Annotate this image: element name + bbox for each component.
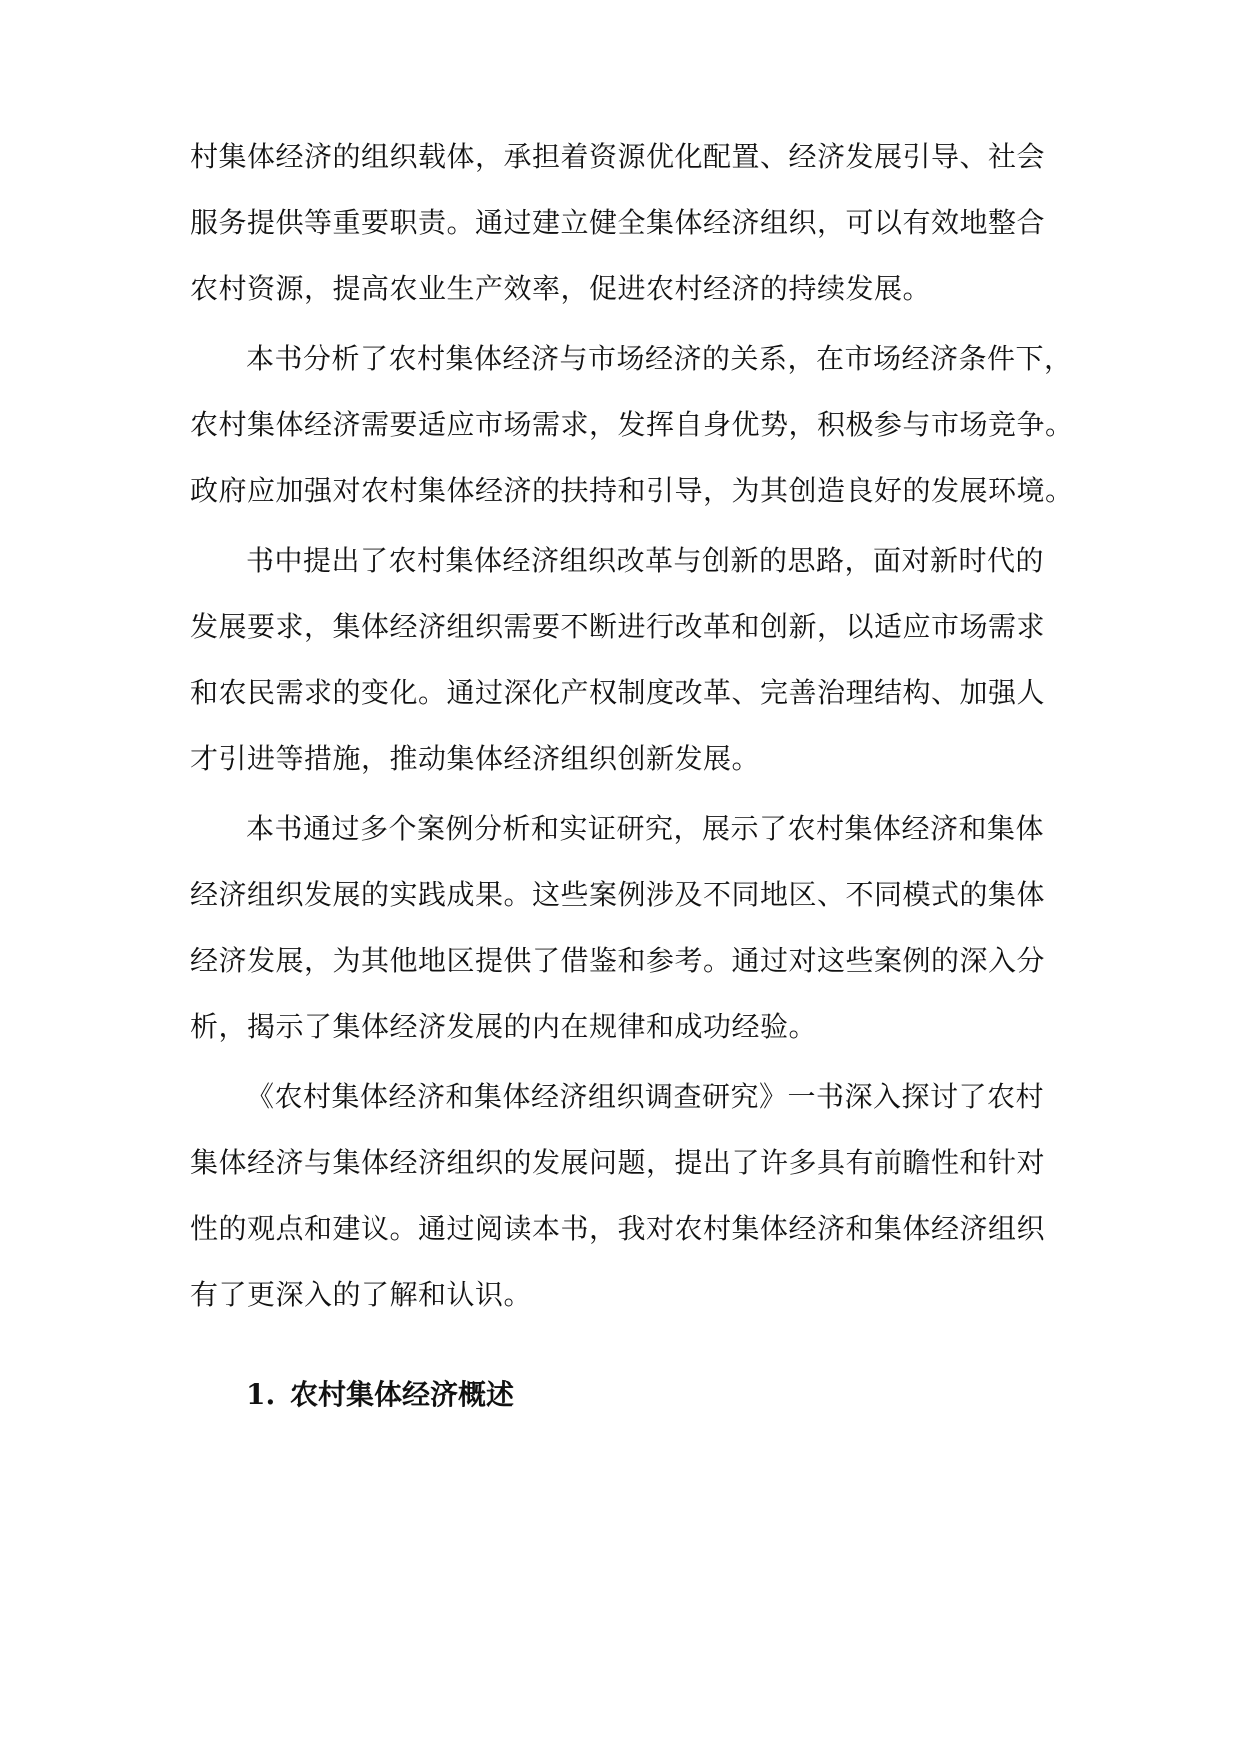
section-heading-text: 农村集体经济概述 (290, 1378, 515, 1411)
paragraph-3-line-2: 发展要求，集体经济组织需要不断进行改革和创新，以适应市场需求 (190, 610, 1046, 643)
paragraph-4-line-1: 本书通过多个案例分析和实证研究，展示了农村集体经济和集体 (246, 812, 1045, 845)
paragraph-3-line-1: 书中提出了农村集体经济组织改革与创新的思路，面对新时代的 (246, 544, 1045, 577)
paragraph-5-line-4: 有了更深入的了解和认识。 (190, 1278, 533, 1311)
paragraph-3-line-3: 和农民需求的变化。通过深化产权制度改革、完善治理结构、加强人 (190, 676, 1046, 709)
paragraph-2-line-2: 农村集体经济需要适应市场需求，发挥自身优势，积极参与市场竞争。 (190, 408, 1074, 441)
paragraph-4-line-2: 经济组织发展的实践成果。这些案例涉及不同地区、不同模式的集体 (190, 878, 1046, 911)
paragraph-3-line-4: 才引进等措施，推动集体经济组织创新发展。 (190, 742, 761, 775)
paragraph-1-line-1: 村集体经济的组织载体，承担着资源优化配置、经济发展引导、社会 (190, 140, 1046, 173)
section-heading-number: 1. (246, 1378, 276, 1411)
paragraph-5-line-3: 性的观点和建议。通过阅读本书，我对农村集体经济和集体经济组织 (190, 1212, 1046, 1245)
paragraph-1-line-3: 农村资源，提高农业生产效率，促进农村经济的持续发展。 (190, 272, 932, 305)
paragraph-4-line-4: 析，揭示了集体经济发展的内在规律和成功经验。 (190, 1010, 818, 1043)
paragraph-2-line-1: 本书分析了农村集体经济与市场经济的关系，在市场经济条件下， (246, 342, 1073, 375)
paragraph-5-line-2: 集体经济与集体经济组织的发展问题，提出了许多具有前瞻性和针对 (190, 1146, 1046, 1179)
paragraph-5-line-1: 《农村集体经济和集体经济组织调查研究》一书深入探讨了农村 (246, 1080, 1045, 1113)
paragraph-2-line-3: 政府应加强对农村集体经济的扶持和引导，为其创造良好的发展环境。 (190, 474, 1074, 507)
section-heading (246, 1375, 514, 1415)
paragraph-1-line-2: 服务提供等重要职责。通过建立健全集体经济组织，可以有效地整合 (190, 206, 1046, 239)
paragraph-4-line-3: 经济发展，为其他地区提供了借鉴和参考。通过对这些案例的深入分 (190, 944, 1046, 977)
